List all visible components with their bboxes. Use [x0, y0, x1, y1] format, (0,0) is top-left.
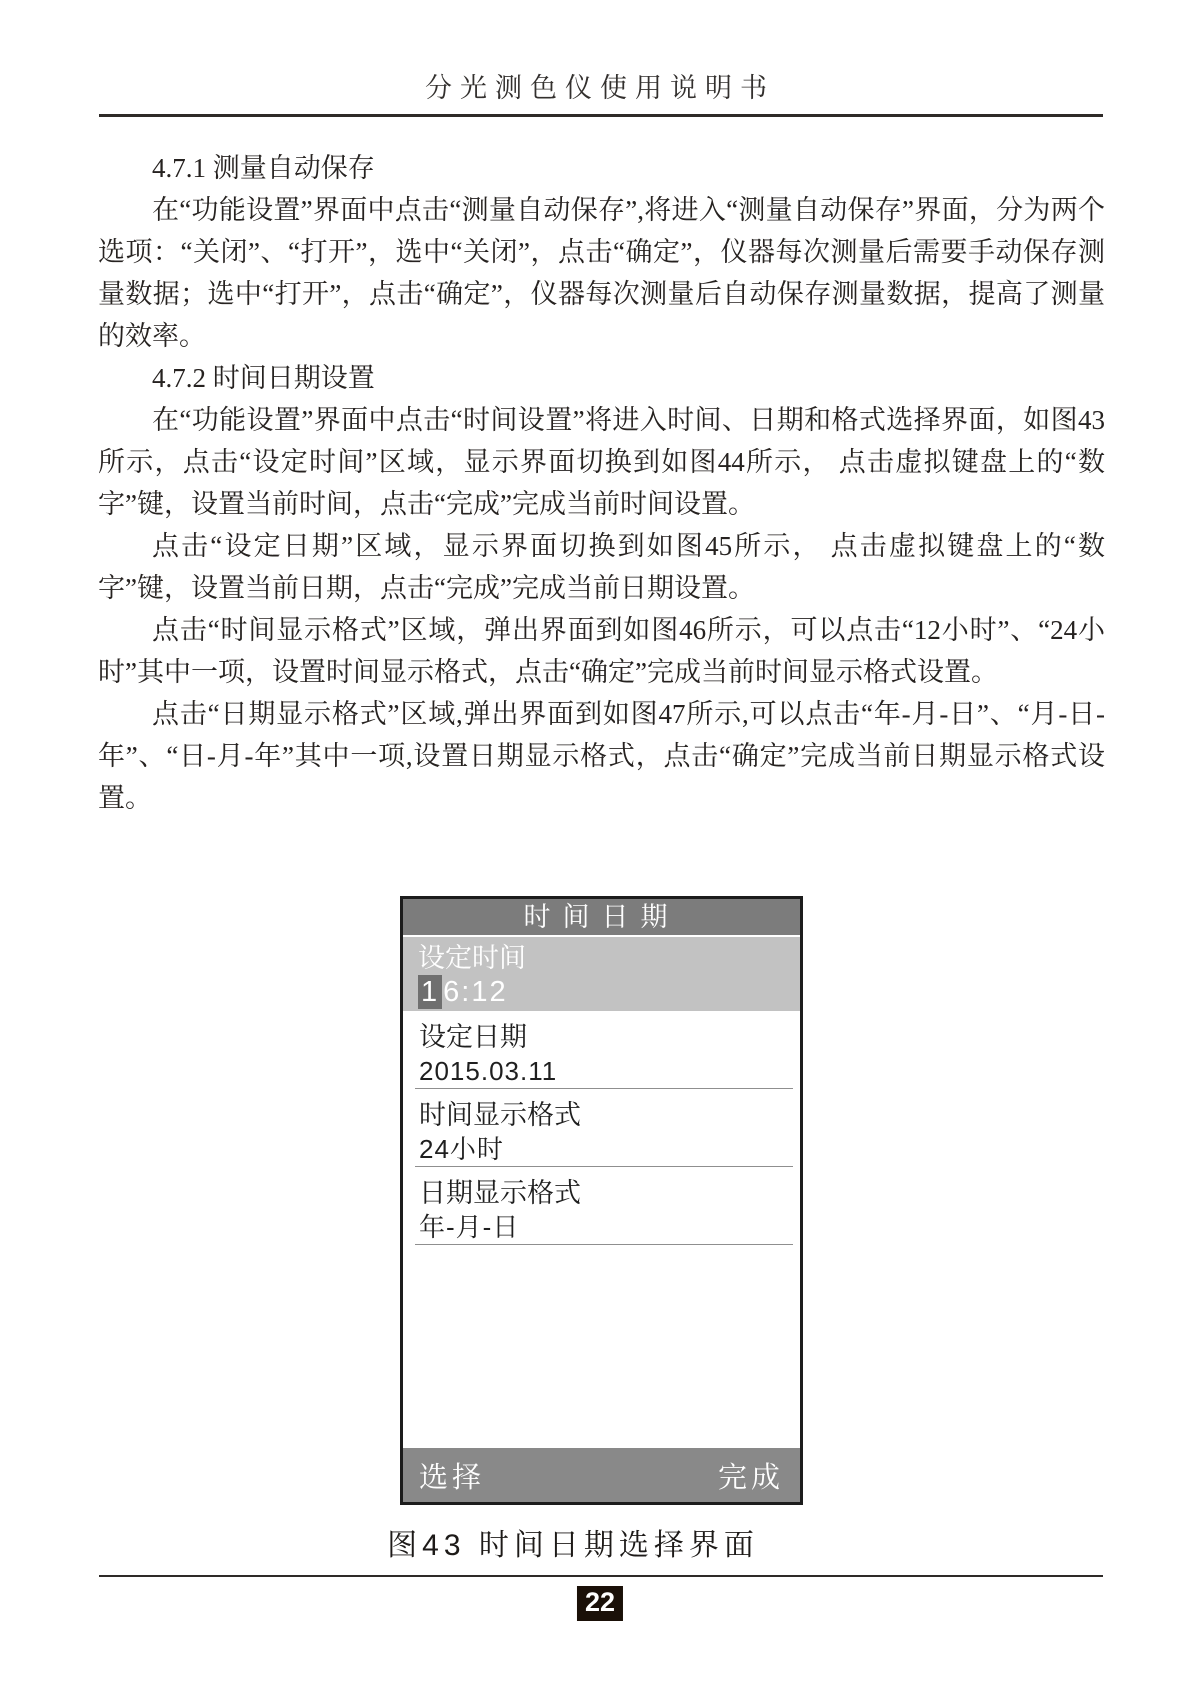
section-heading: 4.7.1 测量自动保存: [152, 153, 375, 183]
paragraph: 点击“日期显示格式”区域,弹出界面到如图47所示,可以点击“年-月-日”、“月-日-年”、“日-月-年”其中一项,设置日期显示格式，点击“确定”完成当前日期显示格式设置。: [98, 699, 1105, 813]
list-item-label: 时间显示格式: [419, 1100, 581, 1130]
paragraph: 在“功能设置”界面中点击“时间设置”将进入时间、日期和格式选择界面，如图43所示，点击“设定时间”区域，显示界面切换到如图44所示， 点击虚拟键盘上的“数字”键，设置当前时间，点击“完成”完成当前时间设置。: [98, 405, 1105, 519]
paragraph: 在“功能设置”界面中点击“测量自动保存”,将进入“测量自动保存”界面，分为两个选项：“关闭”、“打开”，选中“关闭”，点击“确定”，仪器每次测量后需要手动保存测量数据；选中“打开”，点击“确定”，仪器每次测量后自动保存测量数据，提高了测量的效率。: [98, 195, 1105, 351]
header-rule: [99, 114, 1103, 117]
screen-title-bar: 时间日期: [403, 899, 800, 935]
list-item-value: 24小时: [419, 1134, 504, 1164]
body-text: [98, 147, 1105, 819]
list-item-label: 设定日期: [419, 1022, 527, 1052]
list-item-value: 2015.03.11: [419, 1056, 558, 1086]
softkey-bar: [403, 1448, 800, 1502]
list-item-set-date: [415, 1011, 793, 1089]
footer-rule: [99, 1575, 1103, 1577]
list-item-set-time: [403, 937, 800, 1011]
device-screen-figure: [400, 896, 803, 1505]
softkey-done: 完成: [717, 1461, 784, 1494]
list-item-label: 日期显示格式: [419, 1178, 581, 1208]
time-value-rest: 6:12: [443, 976, 508, 1008]
figure-caption: 图43 时间日期选择界面: [387, 1529, 759, 1562]
list-item-value: [418, 975, 800, 1009]
section-heading: 4.7.2 时间日期设置: [152, 363, 375, 393]
paragraph: 点击“设定日期”区域，显示界面切换到如图45所示， 点击虚拟键盘上的“数字”键，设置当前日期，点击“完成”完成当前日期设置。: [98, 531, 1105, 603]
list-item-value: 年-月-日: [419, 1212, 520, 1242]
softkey-select: 选择: [419, 1461, 486, 1494]
list-item-label: 设定时间: [418, 943, 526, 973]
paragraph: 点击“时间显示格式”区域，弹出界面到如图46所示，可以点击“12小时”、“24小时”其中一项，设置时间显示格式，点击“确定”完成当前时间显示格式设置。: [98, 615, 1105, 687]
text-cursor: 1: [418, 975, 442, 1009]
list-item-time-format: [415, 1089, 793, 1167]
page-header-title: 分光测色仪使用说明书: [425, 73, 775, 103]
page-number-badge: 22: [577, 1586, 623, 1621]
list-item-date-format: [415, 1167, 793, 1245]
